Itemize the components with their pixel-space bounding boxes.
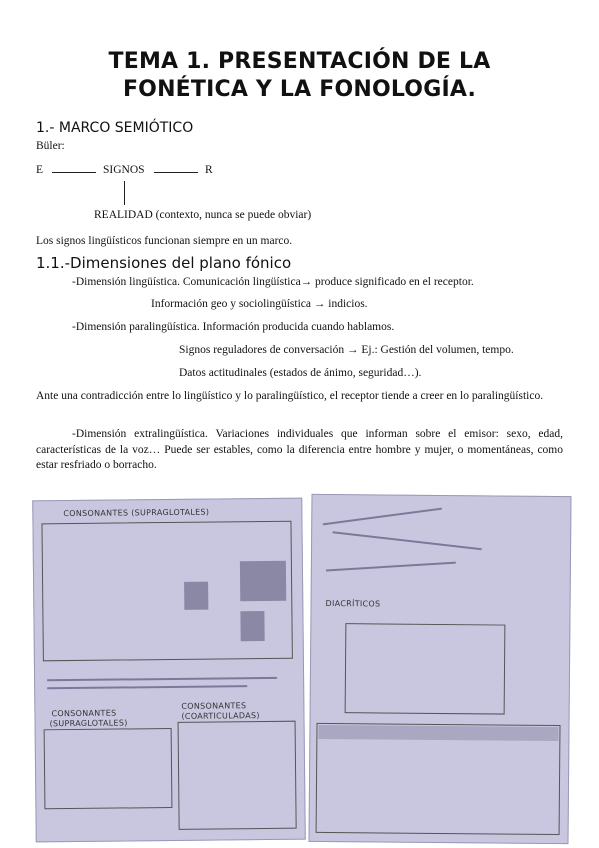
signos-reguladores: Signos reguladores de conversación → Ej.: Gestión del volumen, tempo. (179, 344, 514, 356)
diagram-line-right (154, 172, 198, 173)
photo-left-shade-3 (240, 611, 264, 641)
photo-left-sub1: CONSONANTES (51, 708, 117, 719)
dimension-paralinguistica: -Dimensión paralingüística. Información producida cuando hablamos. (72, 321, 395, 333)
photo-right-lines-3 (326, 562, 456, 572)
info-geo-socio: Información geo y sociolingüística → indicios. (151, 298, 368, 310)
paragraph-extralinguistica: -Dimensión extralingüística. Variaciones individuales que informan sobre el emisor: sexo, edad, características de la voz… Puede ser estables, como la diferencia entre hombre y mujer, o momentáneas, como estar resfriado o borracho. (36, 428, 563, 471)
author-label: Büler: (36, 140, 65, 152)
photo-left-sub2b: (COARTICULADAS) (181, 711, 260, 721)
photo-left-grid-2 (44, 728, 173, 809)
paragraph-contradiccion: Ante una contradicción entre lo lingüístico y lo paralingüístico, el receptor tiende a creer en lo paralingüístico. (36, 390, 544, 402)
diagram-emitter: E (36, 164, 44, 176)
photo-consonant-table (32, 498, 306, 843)
photo-right-lines-2 (332, 531, 481, 550)
marco-statement: Los signos lingüísticos funcionan siempre en un marco. (36, 235, 293, 247)
photo-left-note-2 (47, 685, 247, 689)
photo-left-shade-2 (184, 582, 208, 610)
photo-left-title: CONSONANTES (SUPRAGLOTALES) (63, 507, 210, 519)
datos-actitudinales: Datos actitudinales (estados de ánimo, seguridad…). (179, 367, 422, 379)
diagram-reality: REALIDAD (contexto, nunca se puede obviar) (94, 209, 312, 221)
title-line-1: TEMA 1. PRESENTACIÓN DE LA (108, 49, 491, 74)
photo-left-shade-1 (240, 561, 286, 601)
photo-left-sub1b: (SUPRAGLOTALES) (49, 718, 128, 729)
diagram-line-left (52, 172, 96, 173)
section-heading-marco-semiotico: 1.- MARCO SEMIÓTICO (36, 120, 194, 136)
photo-right-title: DIACRÍTICOS (325, 598, 381, 609)
photo-right-header-shade (318, 725, 558, 741)
photo-left-note-1 (47, 677, 277, 681)
photo-left-sub2: CONSONANTES (181, 701, 247, 711)
diagram-signs: SIGNOS (103, 164, 145, 176)
photo-right-lines-1 (323, 508, 442, 526)
diagram-line-down (124, 181, 125, 205)
photo-left-grid-3 (178, 721, 297, 830)
photo-diacritics-table (308, 494, 571, 844)
title-line-2: FONÉTICA Y LA FONOLOGÍA. (122, 77, 477, 102)
dimension-linguistica: -Dimensión lingüística. Comunicación lingüística→ produce significado en el receptor. (72, 276, 474, 288)
section-heading-dimensiones: 1.1.-Dimensiones del plano fónico (36, 254, 292, 272)
photo-right-grid-1 (345, 623, 506, 714)
diagram-receiver: R (205, 164, 213, 176)
